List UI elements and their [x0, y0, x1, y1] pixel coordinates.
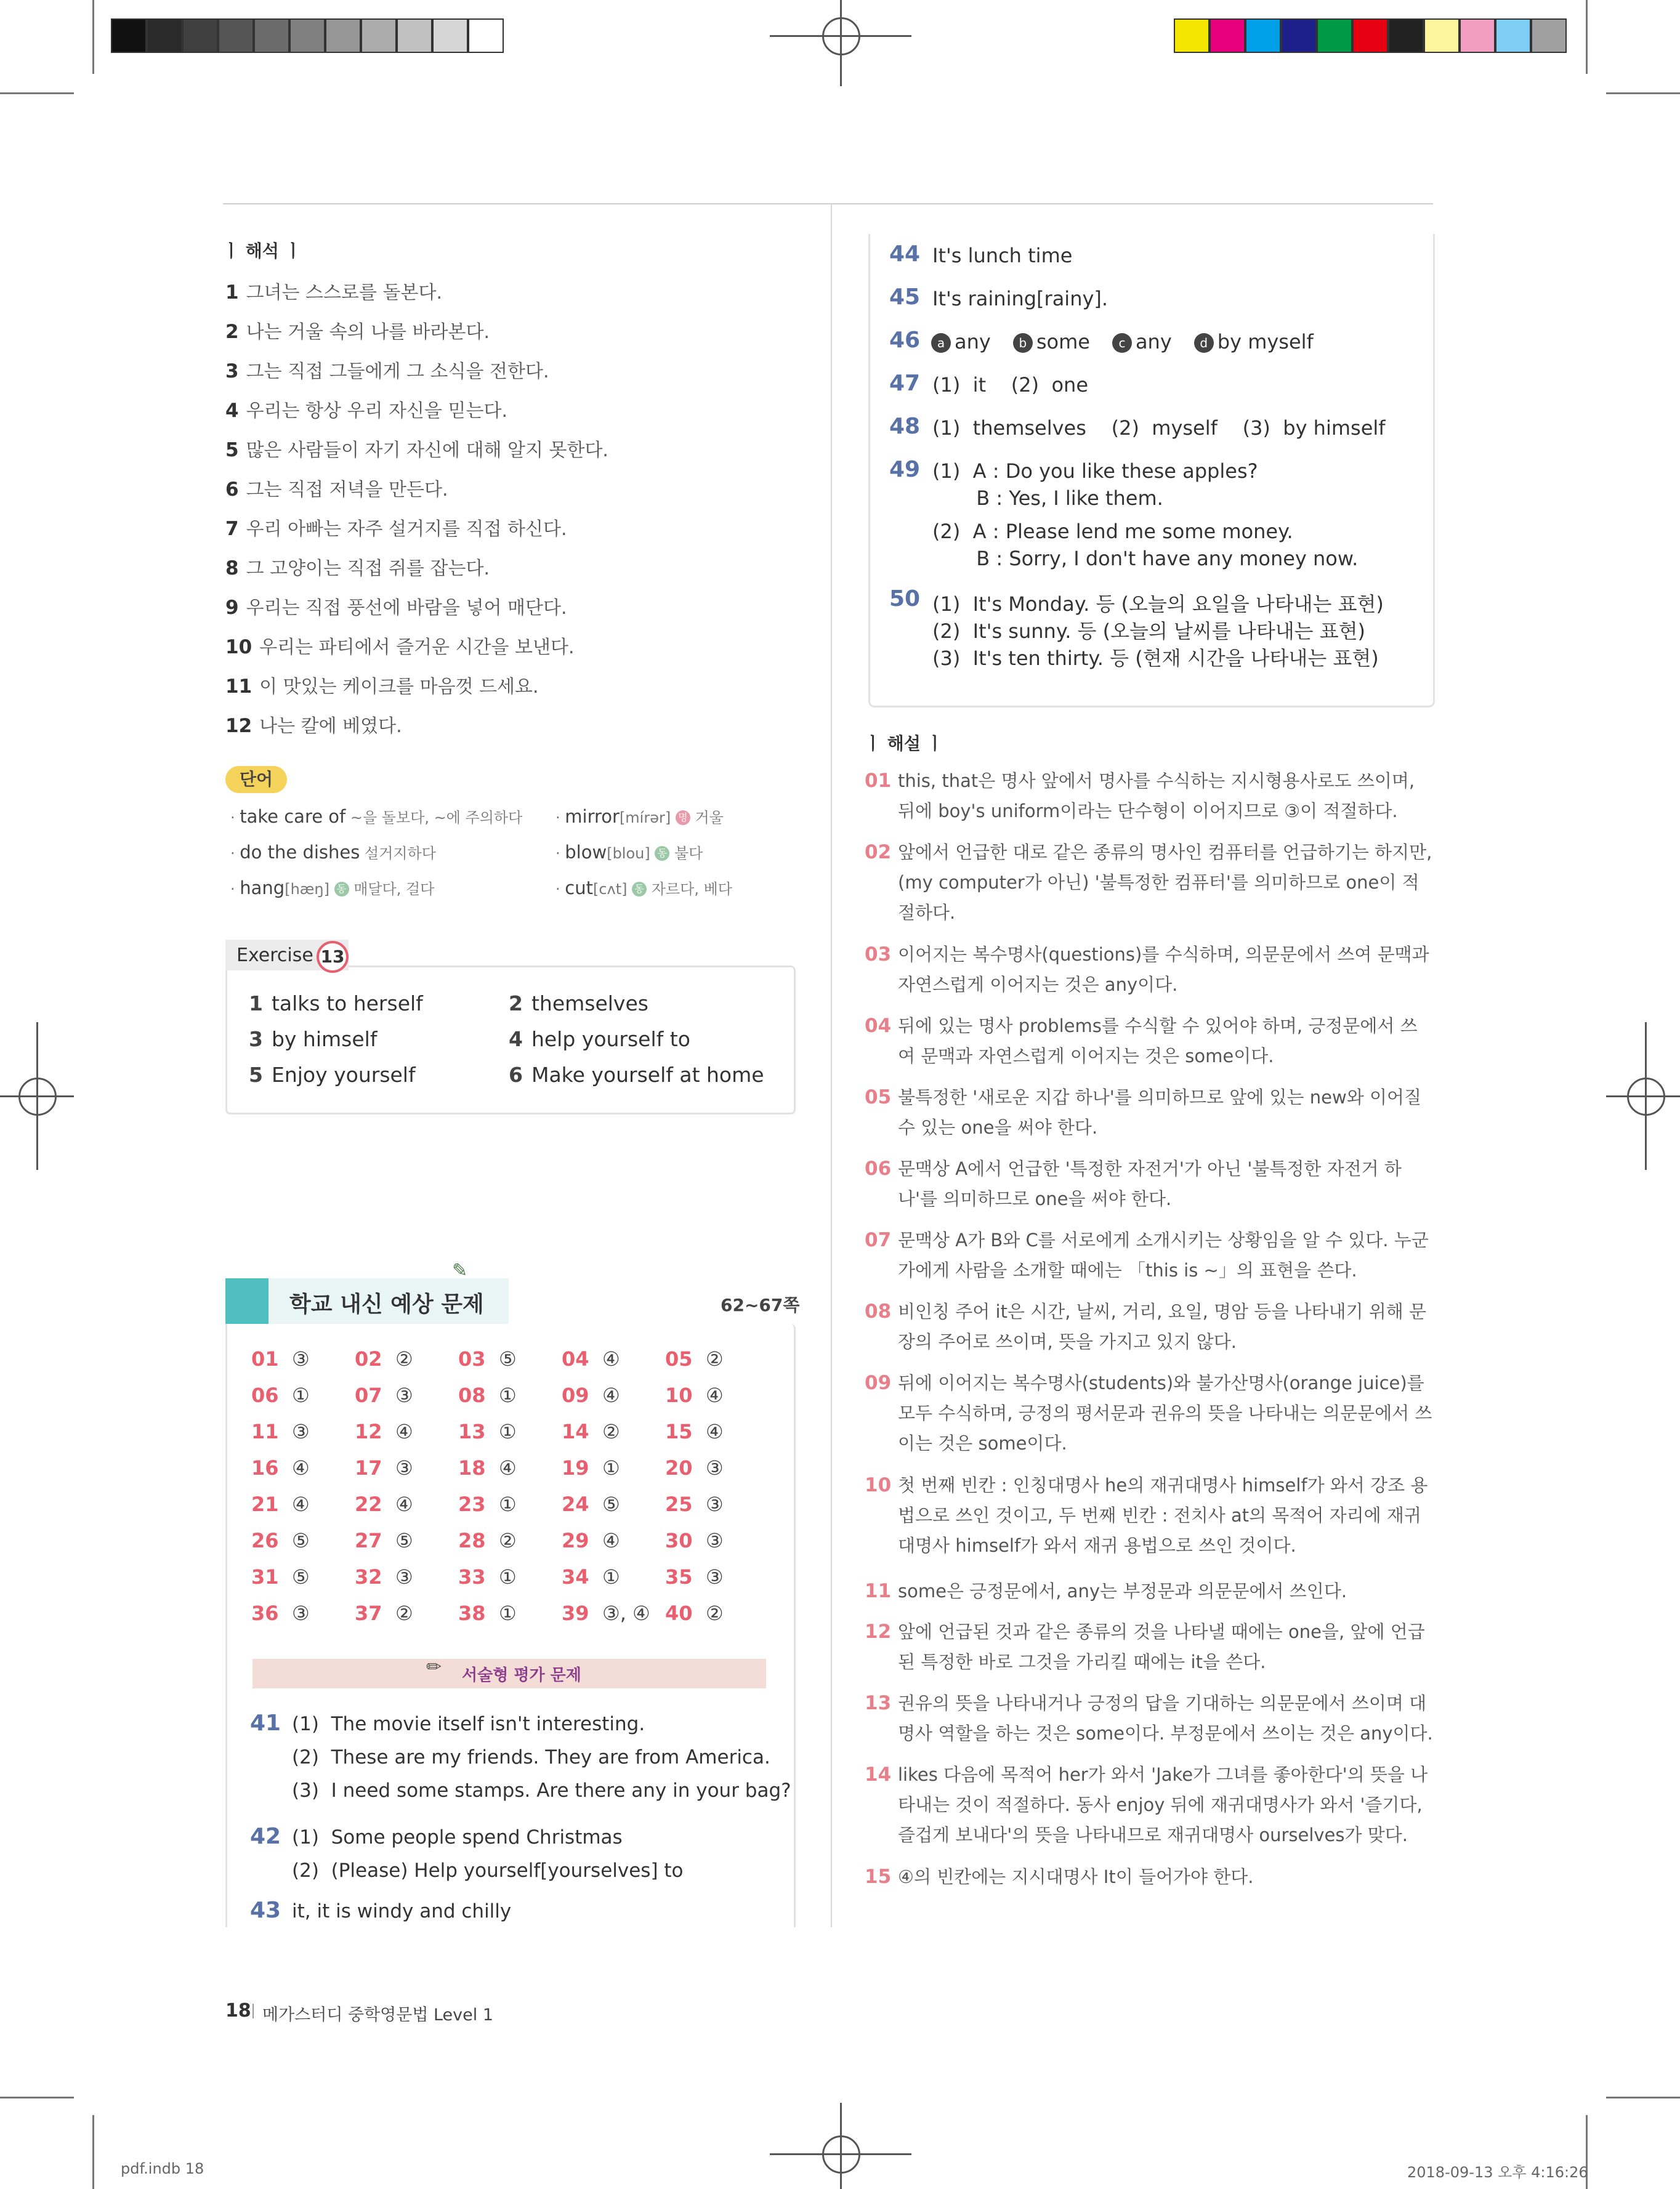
grid-question-number: 32	[355, 1565, 382, 1589]
grid-answer: ①	[292, 1384, 310, 1407]
answer-number: 50	[889, 586, 921, 611]
translation-number: 1	[225, 281, 239, 304]
color-swatch	[1245, 18, 1281, 53]
vocab-meaning: 거울	[690, 809, 724, 826]
grid-answer: ④	[292, 1493, 310, 1516]
grid-answer: ⑤	[292, 1565, 310, 1589]
exercise-item-number: 6	[509, 1063, 523, 1087]
grid-question-number: 07	[355, 1384, 382, 1407]
translation-number: 6	[225, 478, 239, 501]
grid-answer: ④	[602, 1529, 620, 1552]
grid-question-number: 20	[665, 1456, 693, 1480]
explanation-number: 01	[865, 770, 892, 792]
exercise-item-text: Make yourself at home	[531, 1063, 764, 1087]
vocab-pos-icon: 명	[676, 810, 690, 825]
gray-swatch	[182, 18, 218, 53]
vocab-word: blow	[565, 842, 607, 863]
color-swatch	[1317, 18, 1352, 53]
vocab-item	[555, 805, 724, 827]
translation-line	[225, 277, 442, 304]
translation-text: 그는 직접 그들에게 그 소식을 전한다.	[246, 361, 549, 382]
grid-question-number: 17	[355, 1456, 382, 1480]
vocab-pronunciation: [hæŋ]	[285, 881, 334, 898]
grid-question-number: 16	[251, 1456, 279, 1480]
grid-answer: ②	[706, 1347, 724, 1371]
pencil-icon: ✎	[452, 1260, 468, 1281]
vocab-bullet: ·	[555, 809, 565, 826]
slug-file: pdf.indb 18	[121, 2160, 204, 2177]
grid-answer: ④	[706, 1420, 724, 1443]
explanation-number: 15	[865, 1866, 892, 1888]
answer-number: 48	[889, 414, 921, 439]
vocab-item	[230, 805, 522, 827]
vocab-meaning: 매달다, 걸다	[349, 881, 435, 898]
column-divider	[831, 203, 832, 1927]
translation-line	[225, 671, 539, 698]
gray-swatch	[111, 18, 147, 53]
gray-swatch	[289, 18, 325, 53]
explanation-text: likes 다음에 목적어 her가 와서 'Jake가 그녀를 좋아한다'의 뜻을 나타내는 것이 적절하다. 동사 enjoy 뒤에 재귀대명사가 와서 '즐기다, 즐겁게 보내다'의 뜻을 나타내므로 재귀대명사 ourselves가 맞다.	[898, 1764, 1428, 1845]
answer-number: 47	[889, 371, 921, 396]
essay-answer-line: (2) These are my friends. They are from America.	[292, 1746, 770, 1768]
translation-text: 이 맛있는 케이크를 마음껏 드세요.	[259, 676, 539, 698]
exercise-item-text: by himself	[271, 1027, 378, 1051]
vocab-bullet: ·	[230, 809, 240, 826]
footer-separator	[252, 2004, 254, 2018]
grid-answer: ④	[602, 1347, 620, 1371]
vocab-word: mirror	[565, 806, 620, 827]
q46-answer-text: some	[1036, 330, 1090, 353]
exercise-item-number: 5	[249, 1063, 263, 1087]
grid-question-number: 08	[458, 1384, 486, 1407]
explanation-text: this, that은 명사 앞에서 명사를 수식하는 지시형용사로도 쓰이며, 뒤에 boy's uniform이라는 단수형이 이어지므로 ③이 적절하다.	[898, 770, 1415, 821]
explanation-number: 11	[865, 1580, 892, 1602]
grid-answer: ⑤	[292, 1529, 310, 1552]
vocab-meaning: ~을 돌보다, ~에 주의하다	[345, 809, 523, 826]
slug-date: 2018-09-13 오후 4:16:26	[1407, 2164, 1588, 2181]
grid-question-number: 12	[355, 1420, 382, 1443]
color-swatch	[1531, 18, 1567, 53]
translation-line	[225, 395, 507, 422]
color-swatch	[1495, 18, 1531, 53]
answer-line: It's lunch time	[932, 244, 1073, 267]
essay-answer-line: (3) I need some stamps. Are there any in your bag?	[292, 1780, 791, 1802]
footer-page-number: 18	[225, 2000, 251, 2022]
color-swatch	[1352, 18, 1388, 53]
exercise-number-badge: 13	[317, 941, 349, 973]
answer-number: 49	[889, 457, 921, 482]
exercise-item-text: talks to herself	[271, 991, 423, 1015]
grid-answer: ①	[499, 1384, 517, 1407]
explanation-text: 앞에서 언급한 대로 같은 종류의 명사인 컴퓨터를 언급하기는 하지만, (my computer가 아닌) '불특정한 컴퓨터'를 의미하므로 one이 적절하다.	[898, 842, 1432, 923]
gray-swatch	[147, 18, 182, 53]
grid-question-number: 28	[458, 1529, 486, 1552]
answer-line: (1) it (2) one	[932, 373, 1089, 397]
translation-number: 3	[225, 360, 239, 382]
translation-number: 2	[225, 321, 239, 343]
grid-question-number: 18	[458, 1456, 486, 1480]
grid-question-number: 24	[562, 1493, 589, 1516]
translation-number: 4	[225, 400, 239, 422]
vocab-pos-icon: 동	[632, 882, 647, 897]
vocab-bullet: ·	[555, 881, 565, 898]
school-pages: 62~67쪽	[721, 1295, 800, 1315]
grid-question-number: 01	[251, 1347, 279, 1371]
exercise-item	[249, 991, 423, 1015]
grid-answer: ④	[706, 1384, 724, 1407]
exercise-item	[249, 1027, 377, 1051]
school-header-bar	[225, 1278, 269, 1324]
essay-answer-line: (1) The movie itself isn't interesting.	[292, 1713, 645, 1735]
essay-question-number: 42	[250, 1824, 281, 1849]
grid-question-number: 11	[251, 1420, 279, 1443]
translation-line	[225, 474, 448, 501]
translation-text: 우리 아빠는 자주 설거지를 직접 하신다.	[246, 518, 567, 540]
gray-swatch	[254, 18, 289, 53]
color-swatch	[1388, 18, 1424, 53]
explanation-number: 05	[865, 1086, 892, 1108]
gray-swatch	[218, 18, 254, 53]
grid-answer: ①	[499, 1602, 517, 1625]
translation-text: 나는 거울 속의 나를 바라본다.	[246, 321, 490, 343]
exercise-item-text: themselves	[531, 991, 648, 1015]
grid-answer: ③	[292, 1420, 310, 1443]
vocab-word: hang	[240, 877, 285, 898]
translation-line	[225, 316, 490, 344]
vocab-bullet: ·	[230, 881, 240, 898]
translation-number: 12	[225, 715, 252, 737]
essay-question-number: 43	[250, 1898, 281, 1923]
explanation-number: 06	[865, 1158, 892, 1180]
color-swatch	[1174, 18, 1210, 53]
circled-letter-icon: a	[931, 333, 951, 353]
grid-question-number: 15	[665, 1420, 693, 1443]
translation-line	[225, 632, 575, 659]
exercise-item	[509, 1063, 764, 1087]
translation-number: 10	[225, 636, 252, 658]
grid-question-number: 09	[562, 1384, 589, 1407]
translation-line	[225, 514, 567, 541]
exercise-item	[249, 1063, 416, 1087]
grid-answer: ③	[292, 1602, 310, 1625]
gray-swatch	[397, 18, 432, 53]
translation-number: 5	[225, 439, 239, 461]
grid-question-number: 03	[458, 1347, 486, 1371]
explanation-text: 문맥상 A가 B와 C를 서로에게 소개시키는 상황임을 알 수 있다. 누군가에게 사람을 소개할 때에는 「this is ~」의 표현을 쓴다.	[898, 1230, 1429, 1281]
explanation-number: 13	[865, 1692, 892, 1714]
grid-question-number: 29	[562, 1529, 589, 1552]
grid-question-number: 35	[665, 1565, 693, 1589]
grid-question-number: 05	[665, 1347, 693, 1371]
grid-question-number: 13	[458, 1420, 486, 1443]
gray-swatch	[468, 18, 504, 53]
translation-text: 그 고양이는 직접 쥐를 잡는다.	[246, 558, 490, 579]
top-rule	[223, 203, 1433, 204]
translation-line	[225, 356, 549, 383]
vocab-pos-icon: 동	[655, 846, 669, 861]
answer-line	[931, 330, 1336, 353]
explanation-text: 이어지는 복수명사(questions)를 수식하며, 의문문에서 쓰여 문맥과 자연스럽게 이어지는 것은 any이다.	[898, 944, 1429, 995]
grid-answer: ②	[395, 1347, 413, 1371]
vocab-word: cut	[565, 877, 593, 898]
exercise-item-number: 1	[249, 991, 263, 1015]
grid-answer: ②	[499, 1529, 517, 1552]
vocab-badge: 단어	[225, 766, 287, 793]
grid-answer: ②	[706, 1602, 724, 1625]
vocab-item	[555, 877, 732, 898]
explanation-text: 뒤에 있는 명사 problems를 수식할 수 있어야 하며, 긍정문에서 쓰여 문맥과 자연스럽게 이어지는 것은 some이다.	[898, 1015, 1418, 1066]
essay-answer-line: it, it is windy and chilly	[292, 1900, 512, 1922]
translation-text: 나는 칼에 베였다.	[259, 716, 402, 737]
vocab-word: take care of	[240, 806, 346, 827]
grid-answer: ③	[395, 1384, 413, 1407]
color-swatch	[1281, 18, 1317, 53]
grid-question-number: 21	[251, 1493, 279, 1516]
explanation-text: 비인칭 주어 it은 시간, 날씨, 거리, 요일, 명암 등을 나타내기 위해 문장의 주어로 쓰이며, 뜻을 가지고 있지 않다.	[898, 1301, 1427, 1352]
vocab-pos-icon: 동	[334, 882, 349, 897]
grid-question-number: 36	[251, 1602, 279, 1625]
color-swatch	[1210, 18, 1245, 53]
grid-question-number: 19	[562, 1456, 589, 1480]
grid-question-number: 40	[665, 1602, 693, 1625]
answer-line: B : Yes, I like them.	[932, 486, 1163, 510]
grid-question-number: 06	[251, 1384, 279, 1407]
grid-answer: ④	[499, 1456, 517, 1480]
grid-answer: ①	[602, 1565, 620, 1589]
explanation-number: 03	[865, 943, 892, 965]
vocab-meaning: 불다	[669, 845, 703, 862]
grid-answer: ④	[395, 1420, 413, 1443]
grid-question-number: 30	[665, 1529, 693, 1552]
explanation-number: 07	[865, 1229, 892, 1251]
explanation-number: 08	[865, 1300, 892, 1323]
grid-question-number: 39	[562, 1602, 589, 1625]
circled-letter-icon: b	[1013, 333, 1033, 353]
exercise-item	[509, 1027, 690, 1051]
explanation-number: 04	[865, 1015, 892, 1037]
translation-text: 우리는 항상 우리 자신을 믿는다.	[246, 400, 507, 422]
translation-number: 7	[225, 518, 239, 540]
essay-answer-line: (2) (Please) Help yourself[yourselves] to	[292, 1860, 684, 1882]
grid-answer: ①	[499, 1420, 517, 1443]
gray-swatch	[361, 18, 397, 53]
answer-line: (1) A : Do you like these apples?	[932, 459, 1258, 483]
translation-number: 11	[225, 675, 252, 698]
explanation-text: 문맥상 A에서 언급한 '특정한 자전거'가 아닌 '불특정한 자전거 하나'를 의미하므로 one을 써야 한다.	[898, 1158, 1402, 1209]
translation-text: 많은 사람들이 자기 자신에 대해 알지 못한다.	[246, 440, 608, 461]
exercise-item-number: 2	[509, 991, 523, 1015]
vocab-bullet: ·	[230, 845, 240, 862]
translation-number: 8	[225, 557, 239, 579]
answer-line: (1) themselves (2) myself (3) by himself	[932, 416, 1386, 440]
grid-answer: ③	[395, 1456, 413, 1480]
grid-answer: ②	[602, 1420, 620, 1443]
grid-question-number: 34	[562, 1565, 589, 1589]
exercise-item	[509, 991, 648, 1015]
vocab-meaning: 자르다, 베다	[647, 881, 732, 898]
translation-line	[225, 711, 402, 738]
grid-answer: ③	[292, 1347, 310, 1371]
grid-question-number: 33	[458, 1565, 486, 1589]
translation-line	[225, 553, 490, 580]
answer-line: (2) It's sunny. 등 (오늘의 날씨를 나타내는 표현)	[932, 619, 1366, 643]
vocab-item	[555, 841, 703, 863]
circled-letter-icon: c	[1112, 333, 1132, 353]
answer-number: 44	[889, 241, 921, 267]
grid-question-number: 25	[665, 1493, 693, 1516]
grid-answer: ①	[499, 1565, 517, 1589]
grid-question-number: 04	[562, 1347, 589, 1371]
grid-answer: ③	[706, 1529, 724, 1552]
brush-icon: ✏	[426, 1656, 442, 1678]
vocab-item	[230, 877, 434, 898]
circled-letter-icon: d	[1194, 333, 1214, 353]
explanation-text: ④의 빈칸에는 지시대명사 It이 들어가야 한다.	[898, 1866, 1254, 1887]
answer-line: It's raining[rainy].	[932, 287, 1109, 310]
grid-answer: ④	[602, 1384, 620, 1407]
grid-answer: ③, ④	[602, 1602, 650, 1625]
essay-banner-text: 서술형 평가 문제	[462, 1666, 581, 1685]
answer-line: (2) A : Please lend me some money.	[932, 520, 1293, 543]
grid-question-number: 26	[251, 1529, 279, 1552]
explanation-text: 불특정한 '새로운 지갑 하나'를 의미하므로 앞에 있는 new와 이어질 수 있는 one을 써야 한다.	[898, 1087, 1421, 1138]
exercise-item-number: 4	[509, 1027, 523, 1051]
grid-answer: ④	[395, 1493, 413, 1516]
grid-answer: ①	[499, 1493, 517, 1516]
translation-line	[225, 435, 608, 462]
answer-number: 46	[889, 328, 921, 353]
vocab-pronunciation: [blou]	[607, 845, 655, 862]
exercise-title: Exercise	[236, 945, 313, 966]
grid-question-number: 14	[562, 1420, 589, 1443]
translation-label: ㅣ 해석 ㅣ	[223, 241, 302, 261]
answer-line: B : Sorry, I don't have any money now.	[932, 547, 1359, 570]
grid-answer: ⑤	[602, 1493, 620, 1516]
grid-answer: ②	[395, 1602, 413, 1625]
grid-question-number: 10	[665, 1384, 693, 1407]
grid-answer: ③	[706, 1565, 724, 1589]
explanation-number: 10	[865, 1474, 892, 1496]
explanation-text: 앞에 언급된 것과 같은 종류의 것을 나타낼 때에는 one을, 앞에 언급된 특정한 바로 그것을 가리킬 때에는 it을 쓴다.	[898, 1621, 1425, 1672]
explanation-text: 권유의 뜻을 나타내거나 긍정의 답을 기대하는 의문문에서 쓰이며 대명사 역할을 하는 것은 some이다. 부정문에서 쓰이는 것은 any이다.	[898, 1693, 1433, 1744]
grid-question-number: 22	[355, 1493, 382, 1516]
exercise-item-text: help yourself to	[531, 1027, 690, 1051]
explanation-number: 12	[865, 1621, 892, 1643]
vocab-word: do the dishes	[240, 842, 360, 863]
grid-question-number: 27	[355, 1529, 382, 1552]
q46-answer-text: by myself	[1217, 330, 1314, 353]
explanation-label: ㅣ 해설 ㅣ	[865, 733, 943, 754]
exercise-item-text: Enjoy yourself	[271, 1063, 416, 1087]
grid-answer: ⑤	[499, 1347, 517, 1371]
translation-text: 우리는 파티에서 즐거운 시간을 보낸다.	[259, 637, 575, 658]
translation-text: 우리는 직접 풍선에 바람을 넣어 매단다.	[246, 597, 567, 619]
color-swatch	[1460, 18, 1495, 53]
footer-book-title: 메가스터디 중학영문법 Level 1	[262, 2006, 494, 2025]
grid-answer: ③	[706, 1456, 724, 1480]
vocab-meaning: 설거지하다	[360, 845, 436, 862]
vocab-pronunciation: [mírər]	[619, 809, 676, 826]
explanation-number: 02	[865, 841, 892, 863]
answer-number: 45	[889, 284, 921, 310]
gray-swatch	[325, 18, 361, 53]
grid-question-number: 02	[355, 1347, 382, 1371]
translation-line	[225, 592, 567, 619]
essay-answer-line: (1) Some people spend Christmas	[292, 1826, 623, 1848]
grid-answer: ③	[706, 1493, 724, 1516]
q46-answer-text: any	[955, 330, 991, 353]
answer-line: (3) It's ten thirty. 등 (현재 시간을 나타내는 표현)	[932, 647, 1379, 670]
color-swatch	[1424, 18, 1460, 53]
exercise-item-number: 3	[249, 1027, 263, 1051]
translation-text: 그는 직접 저녁을 만든다.	[246, 479, 448, 501]
grid-question-number: 31	[251, 1565, 279, 1589]
grid-question-number: 37	[355, 1602, 382, 1625]
grid-answer: ⑤	[395, 1529, 413, 1552]
vocab-bullet: ·	[555, 845, 565, 862]
vocab-pronunciation: [cʌt]	[592, 881, 632, 898]
explanation-text: 뒤에 이어지는 복수명사(students)와 불가산명사(orange juice)를 모두 수식하며, 긍정의 평서문과 권유의 뜻을 나타내는 의문문에서 쓰이는 것은 some이다.	[898, 1373, 1432, 1454]
grid-question-number: 38	[458, 1602, 486, 1625]
grid-answer: ③	[395, 1565, 413, 1589]
grid-question-number: 23	[458, 1493, 486, 1516]
explanation-number: 14	[865, 1764, 892, 1786]
answer-line: (1) It's Monday. 등 (오늘의 요일을 나타내는 표현)	[932, 592, 1384, 616]
grid-answer: ④	[292, 1456, 310, 1480]
q46-answer-text: any	[1135, 330, 1172, 353]
explanation-text: 첫 번째 빈칸 : 인칭대명사 he의 재귀대명사 himself가 와서 강조 용법으로 쓰인 것이고, 두 번째 빈칸 : 전치사 at의 목적어 자리에 재귀대명사 himself가 와서 재귀 용법으로 쓰인 것이다.	[898, 1475, 1428, 1556]
explanation-text: some은 긍정문에서, any는 부정문과 의문문에서 쓰인다.	[898, 1581, 1347, 1602]
essay-question-number: 41	[250, 1711, 281, 1736]
school-title: 학교 내신 예상 문제	[289, 1292, 484, 1317]
explanation-number: 09	[865, 1372, 892, 1394]
grid-answer: ①	[602, 1456, 620, 1480]
gray-swatch	[432, 18, 468, 53]
translation-number: 9	[225, 597, 239, 619]
translation-text: 그녀는 스스로를 돌본다.	[246, 282, 442, 304]
vocab-item	[230, 841, 436, 863]
